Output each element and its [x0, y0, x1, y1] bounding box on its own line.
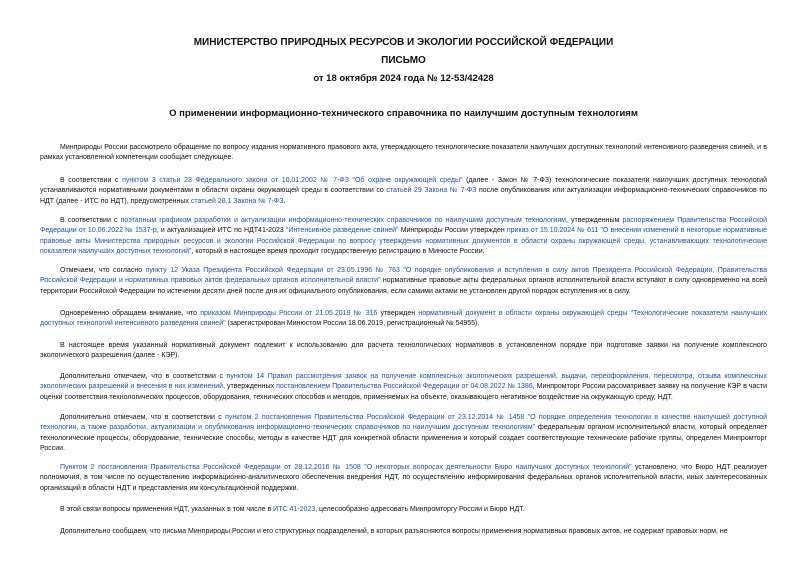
link-resolution-1458[interactable]: пунктом 2 постановления Правительства Российской Федерации от 23.12.2014 № 1458 "О порядке определения технологии в качестве наилучшей доступной технологии, а также разработки, актуализации и опубликования информационно-технических справочников по наилучшим доступным технологиям" [40, 414, 767, 432]
ministry-heading: МИНИСТЕРСТВО ПРИРОДНЫХ РЕСУРСОВ И ЭКОЛОГИИ РОССИЙСКОЙ ФЕДЕРАЦИИ [193, 37, 614, 48]
paragraph-text: , утвержденным [565, 217, 623, 224]
link-decree-763[interactable]: пункту 12 Указа Президента Российской Федерации от 23.05.1996 № 763 "О порядке опубликования и вступления в силу актов Президента Российской Федерации, Правительства Российской Федерации и нормативных правовых актов федеральных органов исполнительной власти" [40, 267, 767, 285]
paragraph-text: В соответствии с [60, 177, 123, 184]
link-its-41-2023[interactable]: ИТС 41-2023 [273, 506, 316, 513]
paragraph-text: (зарегистрирован Минюстом России 18.06.2019, регистрационный № 54955). [225, 320, 480, 328]
paragraph-text: В соответствии с [60, 217, 121, 224]
link-resolution-1386[interactable]: постановлением Правительства Российской Федерации от 04.08.2022 № 1386 [276, 383, 533, 391]
paragraph-10 [40, 505, 767, 515]
link-law-7fz-art23[interactable]: пунктом 3 статьи 23 Федерального закона от 10.01.2002 № 7-ФЗ "Об охране окружающей среды" [122, 177, 463, 184]
link-order-611[interactable]: приказ от 15.10.2024 № 611 "О внесении изменений в некоторые нормативные правовые акты Министерства природных ресурсов и экологии Российской Федерации по вопросу утверждения нормативных документов в области охраны окружающей среды, устанавливающих технологические показатели наилучших доступных технологий" [40, 227, 767, 256]
paragraph-text: нормативные правовые акты федеральных органов исполнительной власти вступают в силу одновременно на всей территории Российской Федерации по истечении десяти дней после дня их официального опубликования, если самими актами не установлен другой порядок вступления их в силу. [40, 277, 767, 295]
paragraph-text: , Минпромторг России рассматривает заявку на получение КЭР в части оценки соответствия технологических процессов, оборудования, технических способов и методов, применяемых на объекте, оказывающего негативное воздействие на окружающую среду, НДТ. [40, 383, 767, 401]
paragraph-text: , который в настоящее время проходит государственную регистрацию в Минюсте России. [191, 248, 485, 256]
paragraph-text: Дополнительно отмечаем, что в соответствии с [60, 414, 226, 421]
paragraph-text: , и актуализацией ИТС по НДТ41-2023 [156, 227, 286, 235]
paragraph-2 [40, 176, 767, 207]
paragraph-text: . [283, 197, 286, 205]
paragraph-text: Минприроды России утвержден [398, 227, 507, 235]
paragraph-text: (далее - Закон № 7-ФЗ) технологические показатели наилучших доступных технологий устанавливаются нормативными документами в области охраны окружающей среды в соответствии со [40, 177, 767, 195]
paragraph-5 [40, 309, 767, 330]
paragraph-text: после опубликования или актуализации информационно-технических справочников по НДТ (далее - ИТС по НДТ), предусмотренных [40, 187, 768, 205]
link-its-pig-breeding[interactable]: "Интенсивное разведение свиней" [285, 227, 399, 235]
link-order-316[interactable]: приказом Минприроды России от 21.05.2019 № 316 [200, 310, 378, 317]
paragraph-6 [40, 341, 767, 362]
paragraph-4 [40, 266, 767, 297]
paragraph-11 [40, 527, 767, 537]
paragraph-text: Дополнительно отмечаем, что в соответствии с [60, 373, 227, 380]
link-law-7fz-art29[interactable]: статьей 29 Закона № 7-ФЗ [386, 187, 477, 195]
paragraph-9 [40, 463, 767, 494]
link-schedule-its[interactable]: поэтапным графиком разработки и актуализации информационно-технических справочников по наилучшим доступным технологиям [120, 217, 566, 224]
paragraph-3 [40, 216, 767, 258]
link-law-7fz-art28-1[interactable]: статьей 28.1 Закона № 7-ФЗ [190, 197, 284, 205]
paragraph-text: Отмечаем, что согласно [60, 267, 146, 274]
paragraph-text: установлено, что Бюро НДТ реализует полномочия, в том числе по осуществлению информационно-аналитического обеспечения внедрения НДТ, по осуществлению информирования федеральных органов исполнительной власти, иных заинтересованных организаций в области НДТ и представления им консультационной поддержки. [40, 464, 767, 492]
paragraph-text: В настоящее время указанный нормативный документ подлежит к использованию для расчета технологических нормативов в установленном порядке при подготовке заявки на получение комплексного экологического разрешения (далее - КЭР). [40, 342, 767, 360]
link-order-1537r[interactable]: распоряжением Правительства Российской Федерации от 10.06.2022 № 1537-р [40, 217, 768, 235]
link-normative-doc[interactable]: нормативный документ в области охраны окружающей среды "Технологические показатели наилучших доступных технологий интенсивного разведения свиней" [40, 310, 767, 328]
paragraph-text: Дополнительно сообщаем, что письма Минприроды России и его структурных подразделений, в которых разъясняются вопросы применения нормативных правовых актов, не содержат правовых норм, не [60, 528, 728, 535]
paragraph-text: , целесообразно адресовать Минпромторгу России и Бюро НДТ. [315, 506, 525, 513]
paragraph-text: утвержден [377, 310, 419, 317]
paragraph-7 [40, 372, 767, 403]
paragraph-text: Минприроды России рассмотрело обращение по вопросу издания нормативного правового акта, утверждающего технологические показатели наилучших доступных технологий интенсивного разведения свиней, и в рамках установленной компетенции сообщает следующее. [40, 144, 767, 162]
link-rules-ker-p14[interactable]: пунктом 14 Правил рассмотрения заявок на получение комплексных экологических разрешений, выдачи, переоформления, пересмотра, отзыва комплексных экологических разрешений и внесения в них изменений [40, 373, 767, 391]
document-date-number: от 18 октября 2024 года № 12-53/42428 [313, 73, 494, 84]
link-resolution-1508[interactable]: Пунктом 2 постановления Правительства Российской Федерации от 28.12.2016 № 1508 "О некоторых вопросах деятельности Бюро наилучших доступных технологий" [60, 464, 632, 471]
paragraph-1 [40, 143, 767, 164]
paragraph-text: , утвержденных [223, 383, 277, 391]
paragraph-text: Одновременно обращаем внимание, что [60, 310, 201, 317]
paragraph-text: федеральным органом исполнительной власти, который определяет технологические процессы, оборудование, технические способы, методы в качестве НДТ для конкретной области применения и который создает соответствующие технические рабочие группы, определен Минпромторг России. [40, 424, 767, 453]
document-type: ПИСЬМО [381, 55, 426, 66]
paragraph-text: В этой связи вопросы применения НДТ, указанных в том числе в [60, 506, 274, 513]
document-subject: О применении информационно-технического справочника по наилучшим доступным технологиям [169, 108, 638, 119]
paragraph-8 [40, 413, 767, 455]
